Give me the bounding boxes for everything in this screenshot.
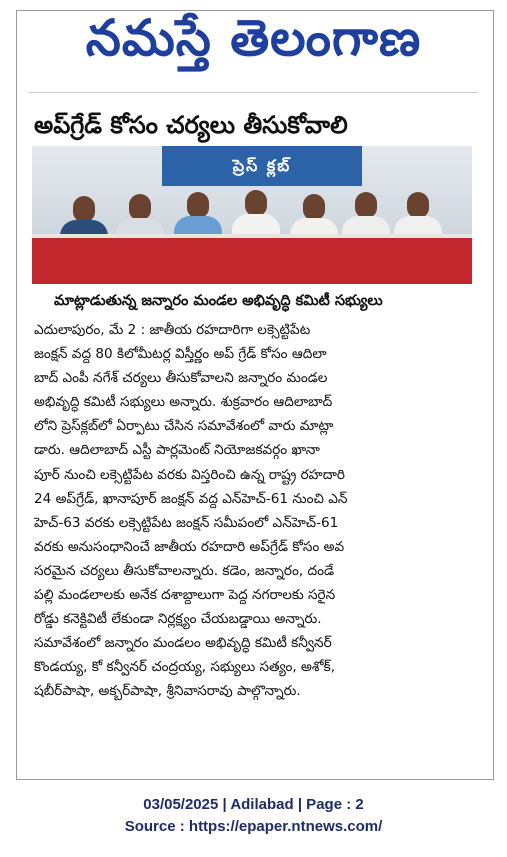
article-line: కొండయ్య, కో కన్వీనర్ చంద్రయ్య, సభ్యులు సత్యం, అశోక్, bbox=[34, 659, 336, 676]
news-photo bbox=[32, 146, 472, 284]
article-line: సరమైన చర్యలు తీసుకోవాలన్నారు. కడెం, జన్నారం, దండే bbox=[34, 562, 335, 579]
article-line: 24 అప్‌గ్రేడ్, ఖానాపూర్ జంక్షన్ వద్ద ఎన్‌హెచ్-61 నుంచి ఎన్ bbox=[34, 490, 348, 507]
article-line: జంక్షన్ వద్ద 80 కిలోమీటర్ల విస్తీర్ణం అప్ గ్రేడ్ కోసం ఆదిలా bbox=[34, 346, 327, 363]
footer-dateline: 03/05/2025 | Adilabad | Page : 2 bbox=[143, 796, 364, 813]
press-club-banner: ప్రెస్ క్లబ్ bbox=[162, 146, 362, 186]
article-line: హెచ్-63 వరకు లక్సెట్టిపేట జంక్షన్ సమీపంలో ఎన్‌హెచ్-61 bbox=[34, 514, 339, 531]
article-line: పూర్ నుంచి లక్సెట్టిపేట వరకు విస్తరించి ఉన్న రాష్ట్ర రహదారి bbox=[34, 466, 345, 483]
article-line: పల్లి మండలాలకు అనేక దశాబ్దాలుగా పెద్ద నగరాలకు సరైన bbox=[34, 587, 336, 604]
newspaper-masthead: నమస్తే తెలంగాణ bbox=[85, 9, 422, 67]
table-cloth bbox=[32, 238, 472, 284]
article-line: షబీర్‌పాషా, అక్బర్‌పాషా, శ్రీనివాసరావు పాల్గొన్నారు. bbox=[34, 683, 301, 700]
article-line: సమావేశంలో జన్నారం మండలం అభివృద్ధి కమిటీ కన్వీనర్ bbox=[34, 635, 332, 652]
article-body bbox=[34, 318, 476, 704]
footer-source: Source : https://epaper.ntnews.com/ bbox=[124, 818, 383, 835]
article-line: బాద్ ఎంపీ నగేశ్ చర్యలు తీసుకోవాలని జన్నారం మండల bbox=[34, 370, 328, 387]
article-line: అభివృద్ధి కమిటీ సభ్యులు అన్నారు. శుక్రవారం ఆదిలాబాద్ bbox=[34, 394, 333, 411]
article-line: వరకు అనుసంధానించే జాతీయ రహదారి అప్‌గ్రేడ్ కోసం అవ bbox=[34, 538, 345, 555]
article-headline: అప్‌గ్రేడ్ కోసం చర్యలు తీసుకోవాలి bbox=[34, 111, 348, 139]
article-line: లోని ప్రెస్‌క్లబ్‌లో ఏర్పాటు చేసిన సమావేశంలో వారు మాట్లా bbox=[34, 418, 334, 435]
article-line: రోడ్డు కనెక్టివిటీ లేకుండా నిర్లక్ష్యం చేయబడ్డాయి అన్నారు. bbox=[34, 611, 322, 628]
article-line: ఎదులాపురం, మే 2 : జాతీయ రహదారిగా లక్సెట్టిపేట bbox=[34, 322, 311, 338]
divider bbox=[28, 92, 478, 93]
article-line: డారు. ఆదిలాబాద్ ఎస్టీ పార్లమెంట్ నియోజకవర్గం ఖానా bbox=[34, 442, 320, 459]
photo-caption: మాట్లాడుతున్న జన్నారం మండల అభివృద్ధి కమిటీ సభ్యులు bbox=[54, 293, 383, 309]
